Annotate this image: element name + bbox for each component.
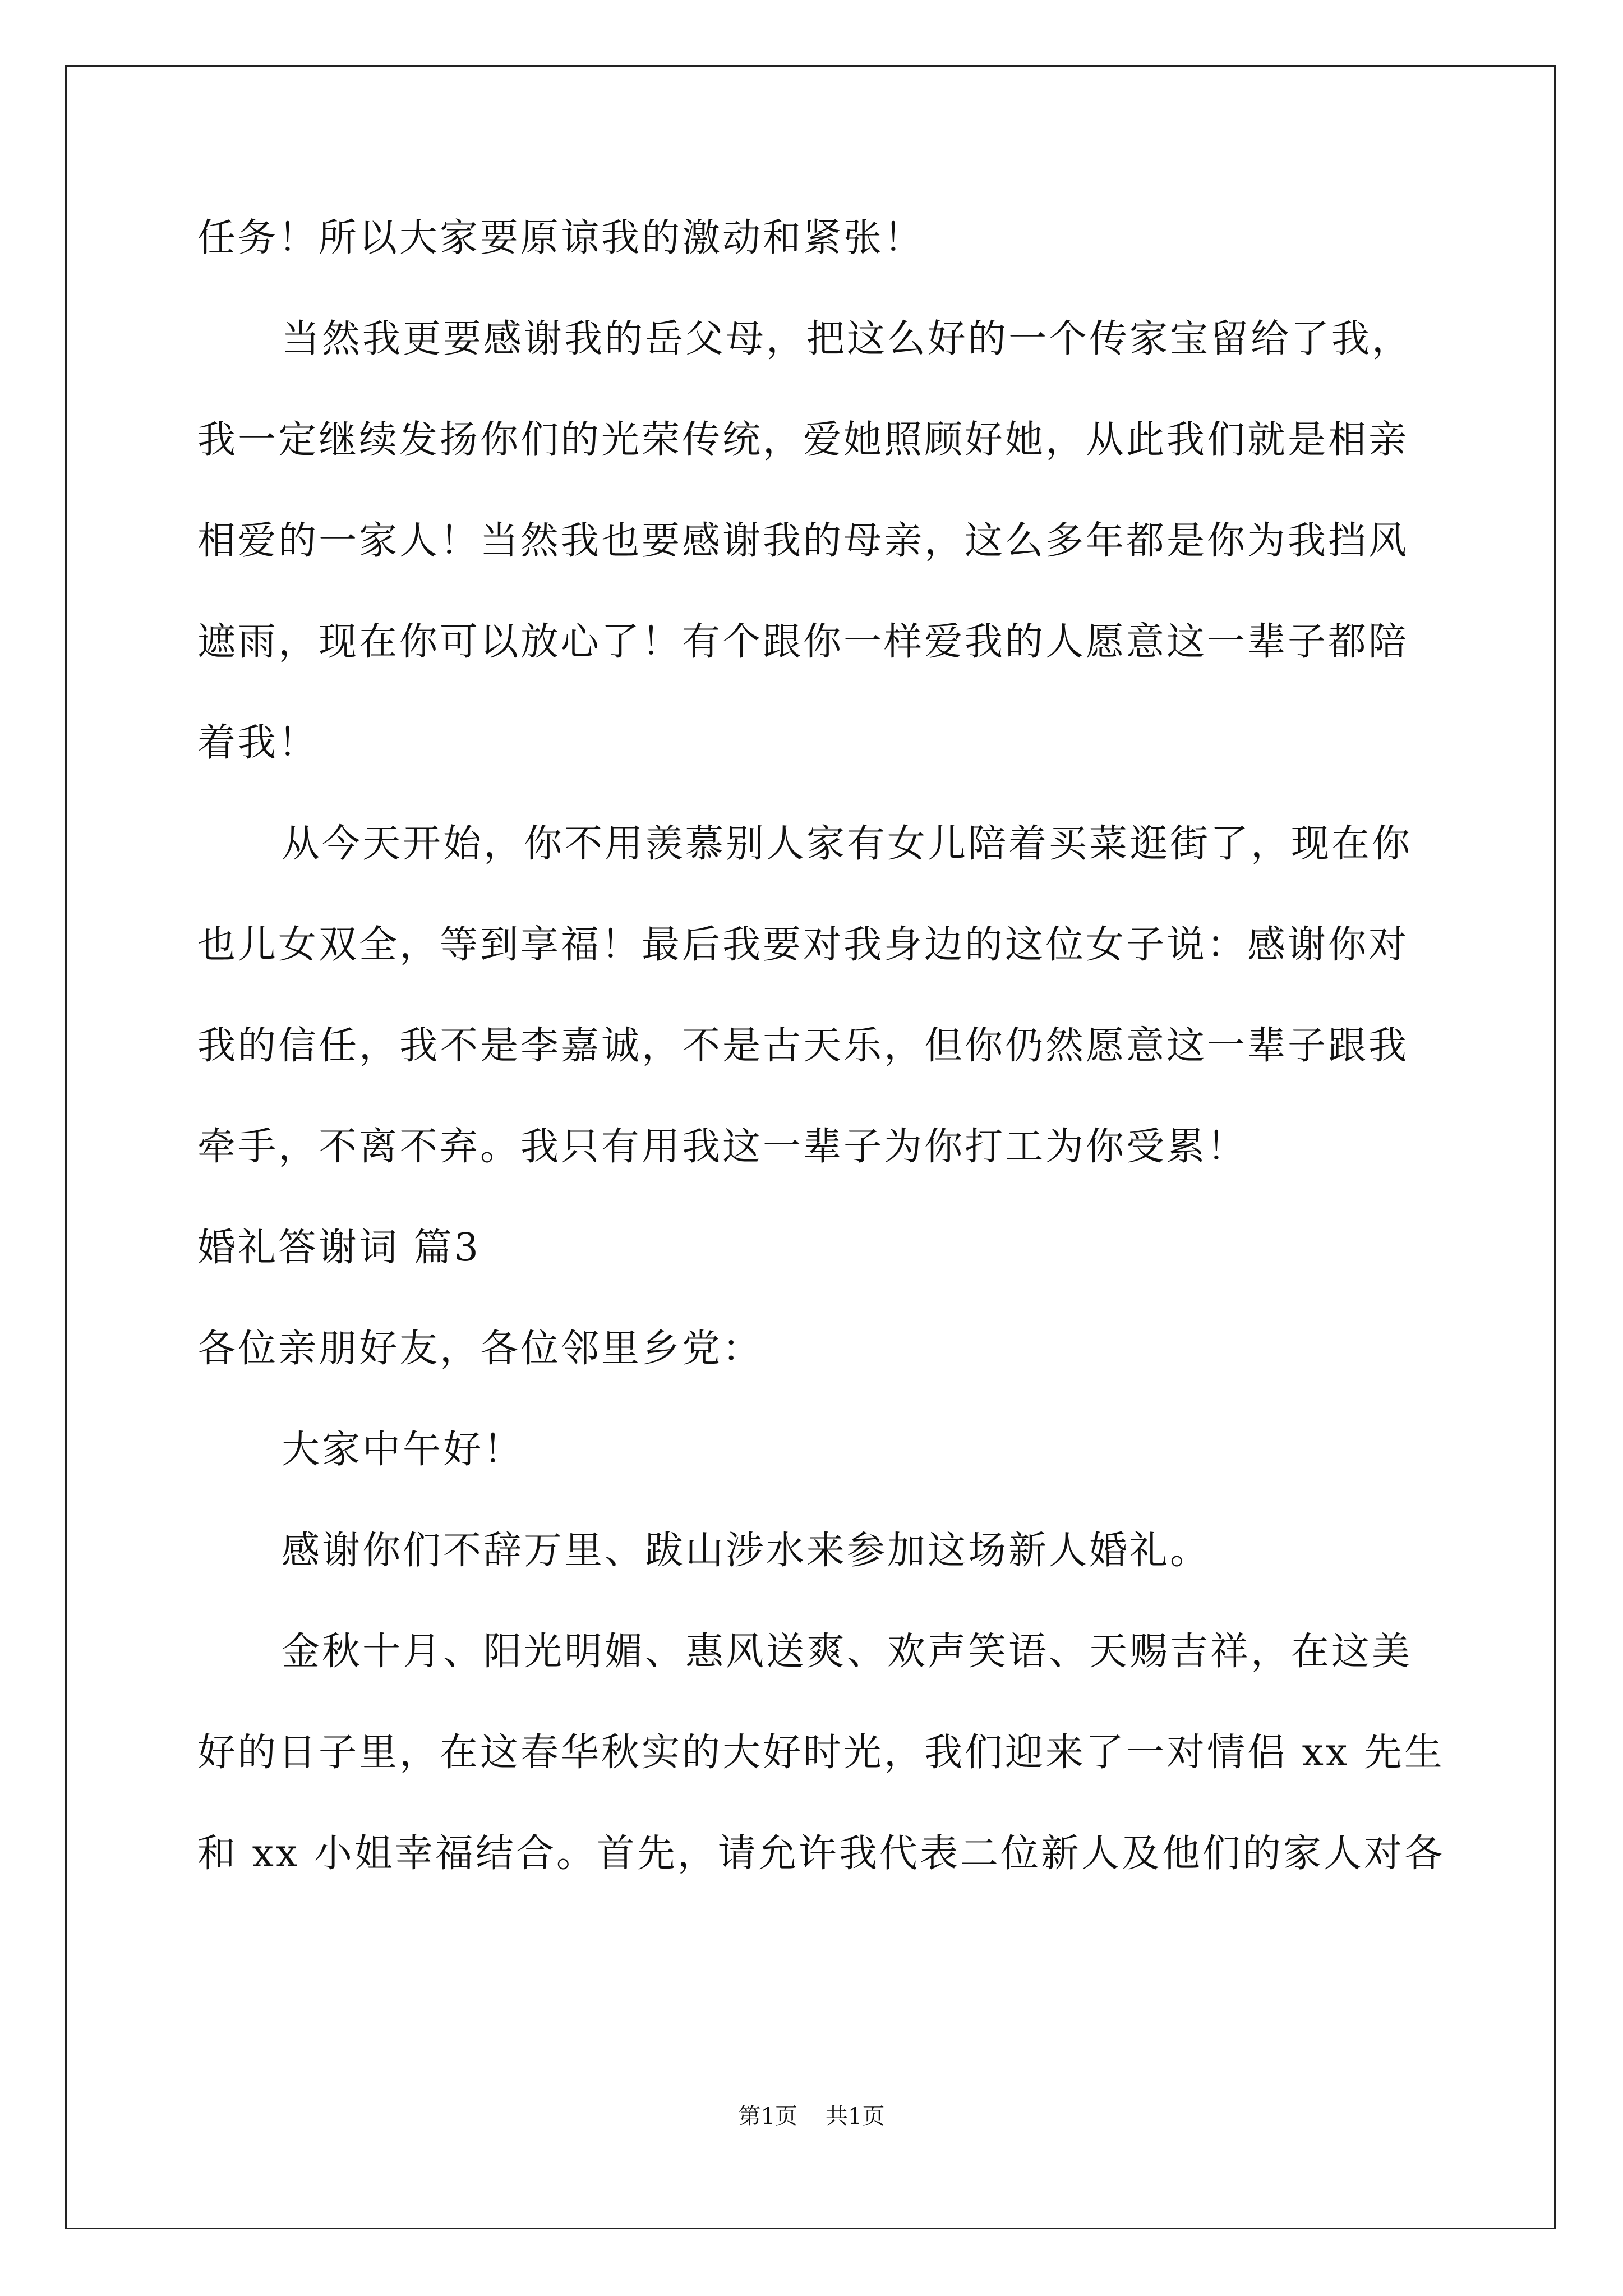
greeting-line: 大家中午好！	[282, 1428, 524, 1472]
paragraph-line: 金秋十月、阳光明媚、惠风送爽、欢声笑语、天赐吉祥，在这美	[282, 1630, 1413, 1674]
paragraph-line: 好的日子里，在这春华秋实的大好时光，我们迎来了一对情侣 xx 先生	[197, 1731, 1445, 1775]
paragraph-line: 任务！所以大家要原谅我的激动和紧张！	[197, 216, 925, 260]
paragraph-line: 当然我更要感谢我的岳父母，把这么好的一个传家宝留给了我，	[282, 317, 1413, 361]
paragraph-line: 从今天开始，你不用羡慕别人家有女儿陪着买菜逛街了，现在你	[282, 822, 1413, 866]
document-body	[197, 213, 1445, 1930]
paragraph-line: 我的信任，我不是李嘉诚，不是古天乐，但你仍然愿意这一辈子跟我	[197, 1024, 1409, 1068]
page-footer	[0, 2102, 1623, 2131]
paragraph-line: 我一定继续发扬你们的光荣传统，爱她照顾好她，从此我们就是相亲	[197, 418, 1409, 462]
page-number-current: 第1页	[738, 2104, 797, 2129]
paragraph-line: 和 xx 小姐幸福结合。首先，请允许我代表二位新人及他们的家人对各	[197, 1832, 1445, 1876]
section-heading: 婚礼答谢词 篇3	[197, 1226, 481, 1270]
paragraph-line: 相爱的一家人！当然我也要感谢我的母亲，这么多年都是你为我挡风	[197, 519, 1409, 563]
paragraph-line: 感谢你们不辞万里、跋山涉水来参加这场新人婚礼。	[282, 1529, 1211, 1573]
page-number-total: 共1页	[826, 2104, 885, 2129]
paragraph-line: 牵手，不离不弃。我只有用我这一辈子为你打工为你受累！	[197, 1125, 1248, 1169]
paragraph-line: 着我！	[197, 721, 319, 765]
paragraph-line: 也儿女双全，等到享福！最后我要对我身边的这位女子说：感谢你对	[197, 923, 1409, 967]
paragraph-line: 遮雨，现在你可以放心了！有个跟你一样爱我的人愿意这一辈子都陪	[197, 620, 1409, 664]
salutation-line: 各位亲朋好友，各位邻里乡党：	[197, 1327, 763, 1371]
